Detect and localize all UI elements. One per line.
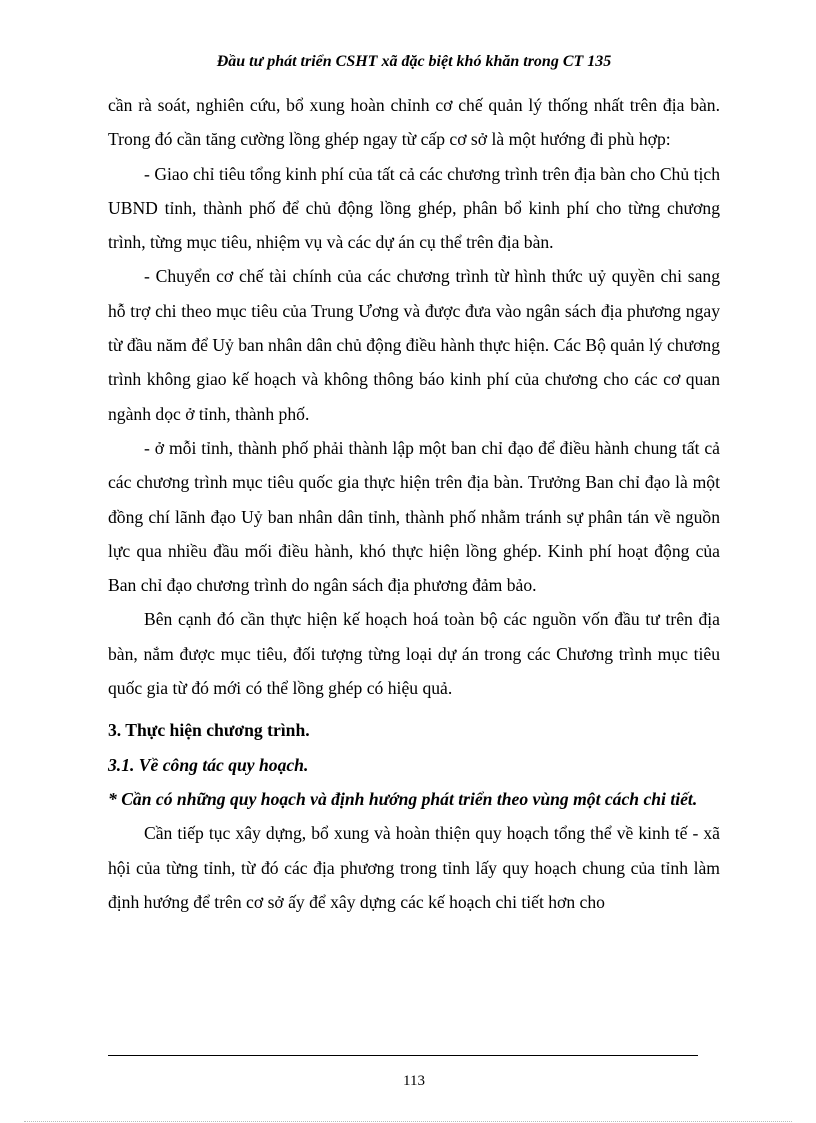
page-edge-divider [24, 1121, 792, 1122]
section-heading: 3. Thực hiện chương trình. [108, 720, 310, 741]
paragraph-continuation: cần rà soát, nghiên cứu, bổ xung hoàn chỉnh cơ chế quản lý thống nhất trên địa bàn. Trong đó cần tăng cường lồng ghép ngay từ cấp cơ sở là một hướng đi phù hợp: [108, 95, 720, 150]
paragraph-planning: Bên cạnh đó cần thực hiện kế hoạch hoá toàn bộ các nguồn vốn đầu tư trên địa bàn, nắm được mục tiêu, đối tượng từng loại dự án trong các Chương trình mục tiêu quốc gia từ đó mới có thể lồng ghép có hiệu quả. [108, 609, 720, 699]
paragraph-bullet-1: - Giao chỉ tiêu tổng kinh phí của tất cả các chương trình trên địa bàn cho Chủ tịch UBND tỉnh, thành phố để chủ động lồng ghép, phân bổ kinh phí cho từng chương trình, từng mục tiêu, nhiệm vụ và các dự án cụ thể trên địa bàn. [108, 163, 720, 253]
paragraph-bullet-3: - ở mỗi tỉnh, thành phố phải thành lập một ban chỉ đạo để điều hành chung tất cả các chương trình mục tiêu quốc gia thực hiện trên địa bàn. Trưởng Ban chỉ đạo là một đồng chí lãnh đạo Uỷ ban nhân dân tỉnh, thành phố nhằm tránh sự phân tán về nguồn lực qua nhiều đầu mối điều hành, khó thực hiện lồng ghép. Kinh phí hoạt động của Ban chỉ đạo chương trình do ngân sách địa phương đảm bảo. [108, 437, 720, 596]
paragraph-master-plan: Cần tiếp tục xây dựng, bổ xung và hoàn thiện quy hoạch tổng thể về kinh tế - xã hội của từng tỉnh, từ đó các địa phương trong tỉnh lấy quy hoạch chung của tỉnh làm định hướng để trên cơ sở ấy để xây dựng các kế hoạch chi tiết hơn cho [108, 823, 720, 912]
footer-divider [108, 1055, 698, 1056]
running-header: Đầu tư phát triển CSHT xã đặc biệt khó khăn trong CT 135 [216, 53, 612, 70]
body-text [108, 88, 720, 919]
page-number: 113 [403, 1073, 425, 1089]
emphasis-heading: * Cần có những quy hoạch và định hướng phát triển theo vùng một cách chi tiết. [108, 788, 698, 809]
subsection-heading: 3.1. Về công tác quy hoạch. [108, 754, 309, 775]
paragraph-bullet-2: - Chuyển cơ chế tài chính của các chương trình từ hình thức uỷ quyền chi sang hỗ trợ chi theo mục tiêu của Trung Ương và được đưa vào ngân sách địa phương ngay từ đầu năm để Uỷ ban nhân dân chủ động điều hành thực hiện. Các Bộ quản lý chương trình không giao kế hoạch và không thông báo kinh phí của chương cho các cơ quan ngành dọc ở tỉnh, thành phố. [108, 266, 721, 424]
